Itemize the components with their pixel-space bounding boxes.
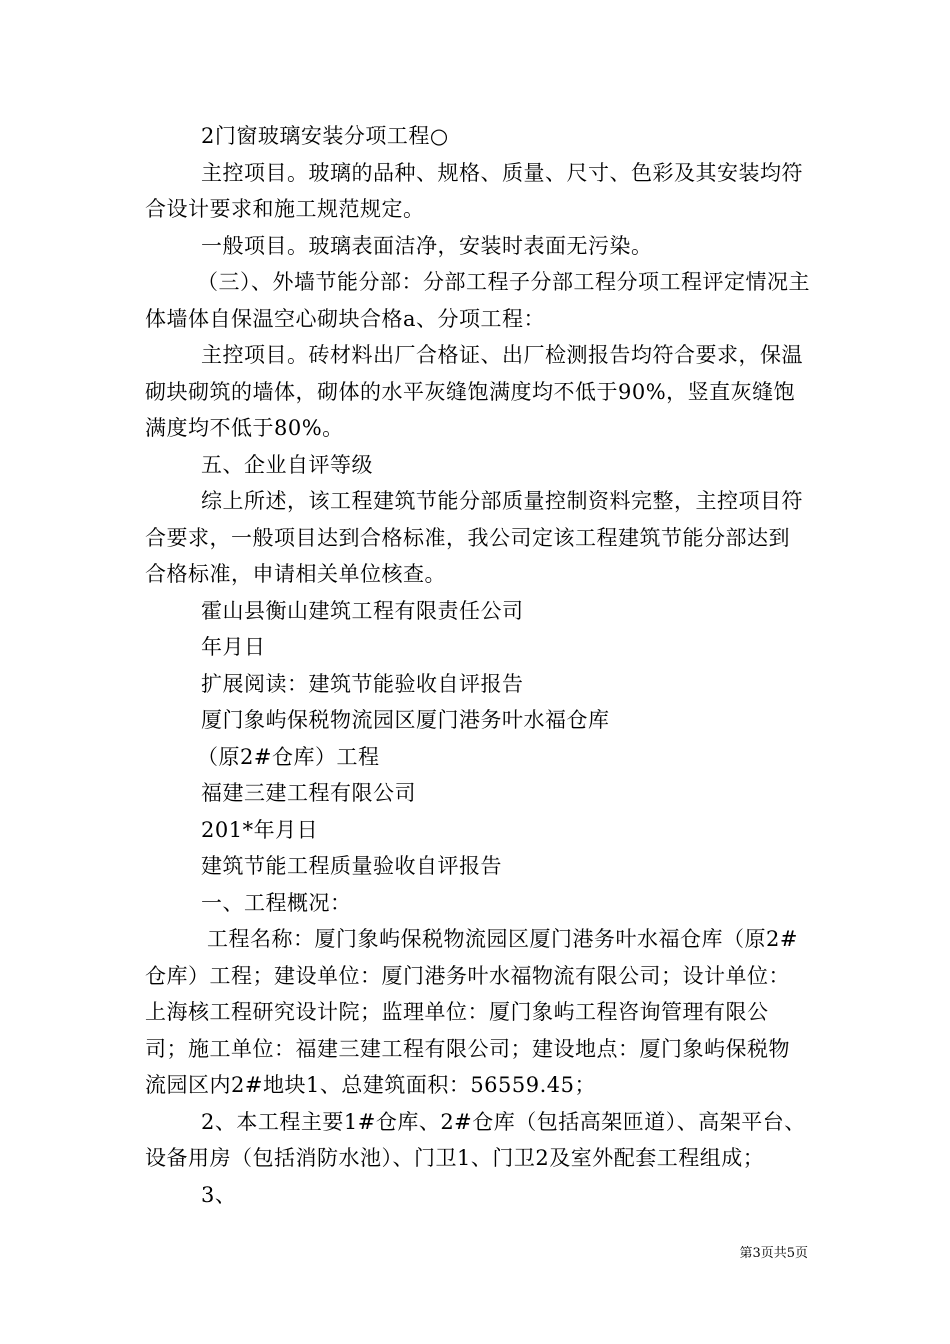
paragraph-glass-main-control: 主控项目。玻璃的品种、规格、质量、尺寸、色彩及其安装均符合设计要求和施工规范规定。 <box>145 160 803 221</box>
page-number: 第3页共5页 <box>739 1246 808 1261</box>
paragraph-self-evaluation-heading: 五、企业自评等级 <box>201 452 373 477</box>
paragraph-brick-main-control: 主控项目。砖材料出厂合格证、出厂检测报告均符合要求，保温砌块砌筑的墙体，砌体的水平灰缝饱满度均不低于90%，竖直灰缝饱满度均不低于80%。 <box>145 343 803 440</box>
paragraph-extended-reading: 扩展阅读：建筑节能验收自评报告 <box>201 671 524 696</box>
paragraph-exterior-wall-section: （三）、外墙节能分部：分部工程子分部工程分项工程评定情况主体墙体自保温空心砌块合格a、分项工程： <box>145 270 810 331</box>
paragraph-date: 年月日 <box>201 635 266 659</box>
paragraph-report-date: 201*年月日 <box>201 817 319 842</box>
paragraph-project-composition: 2、本工程主要1#仓库、2#仓库（包括高架匝道）、高架平台、设备用房（包括消防水池）、门卫1、门卫2及室外配套工程组成； <box>145 1109 806 1170</box>
paragraph-window-glass-title: 2门窗玻璃安装分项工程○ <box>201 124 449 148</box>
document-body <box>145 118 810 1213</box>
paragraph-glass-general: 一般项目。玻璃表面洁净，安装时表面无污染。 <box>201 233 653 258</box>
paragraph-project-details: 工程名称：厦门象屿保税物流园区厦门港务叶水福仓库（原2#仓库）工程；建设单位：厦门港务叶水福物流有限公司；设计单位：上海核工程研究设计院；监理单位：厦门象屿工程咨询管理有限公司；施工单位：福建三建工程有限公司；建设地点：厦门象屿保税物流园区内2#地块1、总建筑面积：56559.45； <box>145 927 798 1097</box>
paragraph-item-three: 3、 <box>201 1182 237 1207</box>
paragraph-company-name: 霍山县衡山建筑工程有限责任公司 <box>201 598 524 623</box>
paragraph-project-title: 厦门象屿保税物流园区厦门港务叶水福仓库 <box>201 708 610 732</box>
paragraph-conclusion: 综上所述，该工程建筑节能分部质量控制资料完整，主控项目符合要求，一般项目达到合格标准，我公司定该工程建筑节能分部达到合格标准，申请相关单位核查。 <box>145 489 803 586</box>
paragraph-report-title: 建筑节能工程质量验收自评报告 <box>201 854 502 878</box>
paragraph-project-subtitle: （原2#仓库）工程 <box>197 744 380 769</box>
paragraph-overview-heading: 一、工程概况： <box>201 890 352 915</box>
paragraph-contractor: 福建三建工程有限公司 <box>201 781 416 805</box>
